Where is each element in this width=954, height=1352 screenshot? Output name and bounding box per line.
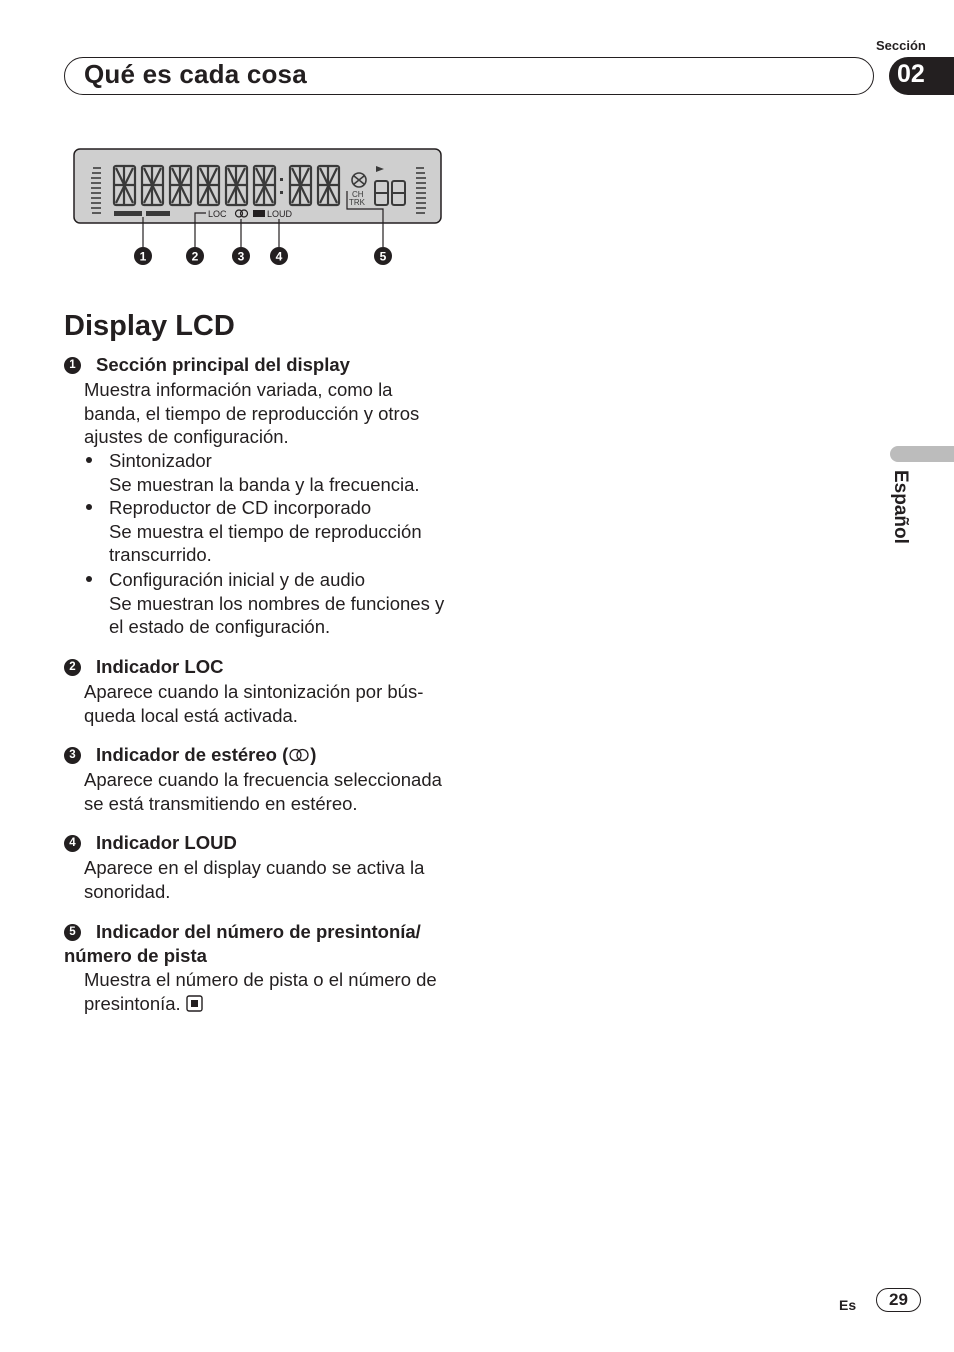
section-label: Sección bbox=[876, 38, 926, 53]
item-3-description: Aparece cuando la frecuencia seleccionada se está transmitiendo en estéreo. bbox=[84, 769, 442, 814]
lcd-display-illustration bbox=[72, 147, 444, 277]
bullet-dot bbox=[86, 504, 92, 510]
callout-number-1 bbox=[134, 247, 152, 265]
item-number-5: 5 bbox=[64, 924, 81, 941]
item-5-heading-line1: Indicador del número de presintonía/ bbox=[96, 921, 421, 942]
footer-language-code: Es bbox=[839, 1297, 857, 1313]
svg-text:4: 4 bbox=[275, 249, 283, 264]
bullet-tuner: Sintonizador Se muestran la banda y la frecuencia. bbox=[109, 450, 420, 495]
item-number-2: 2 bbox=[64, 659, 81, 676]
section-heading: Display LCD bbox=[64, 310, 235, 342]
item-4-heading: Indicador LOUD bbox=[96, 832, 237, 853]
item-5-heading-line2: número de pista bbox=[64, 945, 207, 966]
segment-char-6 bbox=[254, 166, 275, 205]
chapter-title: Qué es cada cosa bbox=[84, 59, 307, 89]
callout-number-4 bbox=[270, 247, 288, 265]
bottom-bar-left bbox=[114, 211, 170, 216]
language-tab-label: Español bbox=[890, 470, 911, 544]
end-of-section-icon bbox=[186, 995, 203, 1012]
item-4-description: Aparece en el display cuando se activa la sonoridad. bbox=[84, 857, 425, 902]
bullet-dot bbox=[86, 457, 92, 463]
segment-char-7 bbox=[290, 166, 311, 205]
item-number-4: 4 bbox=[64, 835, 81, 852]
svg-text:3: 3 bbox=[237, 249, 245, 264]
loud-indicator-mark bbox=[253, 210, 265, 217]
item-2-heading: Indicador LOC bbox=[96, 656, 224, 677]
trk-label: TRK bbox=[349, 198, 365, 207]
item-3-heading: Indicador de estéreo ( ) bbox=[96, 744, 317, 765]
item-1-heading: Sección principal del display bbox=[96, 354, 350, 375]
segment-char-5 bbox=[226, 166, 247, 205]
segment-char-8 bbox=[318, 166, 339, 205]
item-5-description: Muestra el número de pista o el número de presintonía. bbox=[84, 969, 437, 1014]
bullet-cd-player: Reproductor de CD incorporado Se muestra el tiempo de reproducción transcurrido. bbox=[109, 497, 422, 566]
bullet-dot bbox=[86, 576, 92, 582]
item-2-description: Aparece cuando la sintonización por bús- queda local está activada. bbox=[84, 681, 424, 726]
svg-text:5: 5 bbox=[379, 249, 387, 264]
svg-text:1: 1 bbox=[139, 249, 147, 264]
item-1-description: Muestra información variada, como la banda, el tiempo de reproducción y otros ajustes de configuración. bbox=[84, 379, 420, 448]
segment-char-1 bbox=[114, 166, 135, 205]
bullet-initial-audio-settings: Configuración inicial y de audio Se muestran los nombres de funciones y el estado de configuración. bbox=[109, 569, 445, 638]
section-number: 02 bbox=[897, 60, 925, 88]
callout-number-3 bbox=[232, 247, 250, 265]
item-number-3: 3 bbox=[64, 747, 81, 764]
ch-label: CH bbox=[352, 190, 364, 199]
segment-char-2 bbox=[142, 166, 163, 205]
stereo-icon bbox=[288, 748, 310, 762]
loud-indicator: LOUD bbox=[267, 209, 293, 219]
page-number: 29 bbox=[889, 1290, 908, 1309]
loc-indicator: LOC bbox=[208, 209, 227, 219]
segment-char-3 bbox=[170, 166, 191, 205]
svg-text:2: 2 bbox=[191, 249, 199, 264]
item-number-1: 1 bbox=[64, 357, 81, 374]
callout-number-5 bbox=[374, 247, 392, 265]
language-tab bbox=[890, 446, 954, 462]
segment-char-4 bbox=[198, 166, 219, 205]
callout-number-2 bbox=[186, 247, 204, 265]
